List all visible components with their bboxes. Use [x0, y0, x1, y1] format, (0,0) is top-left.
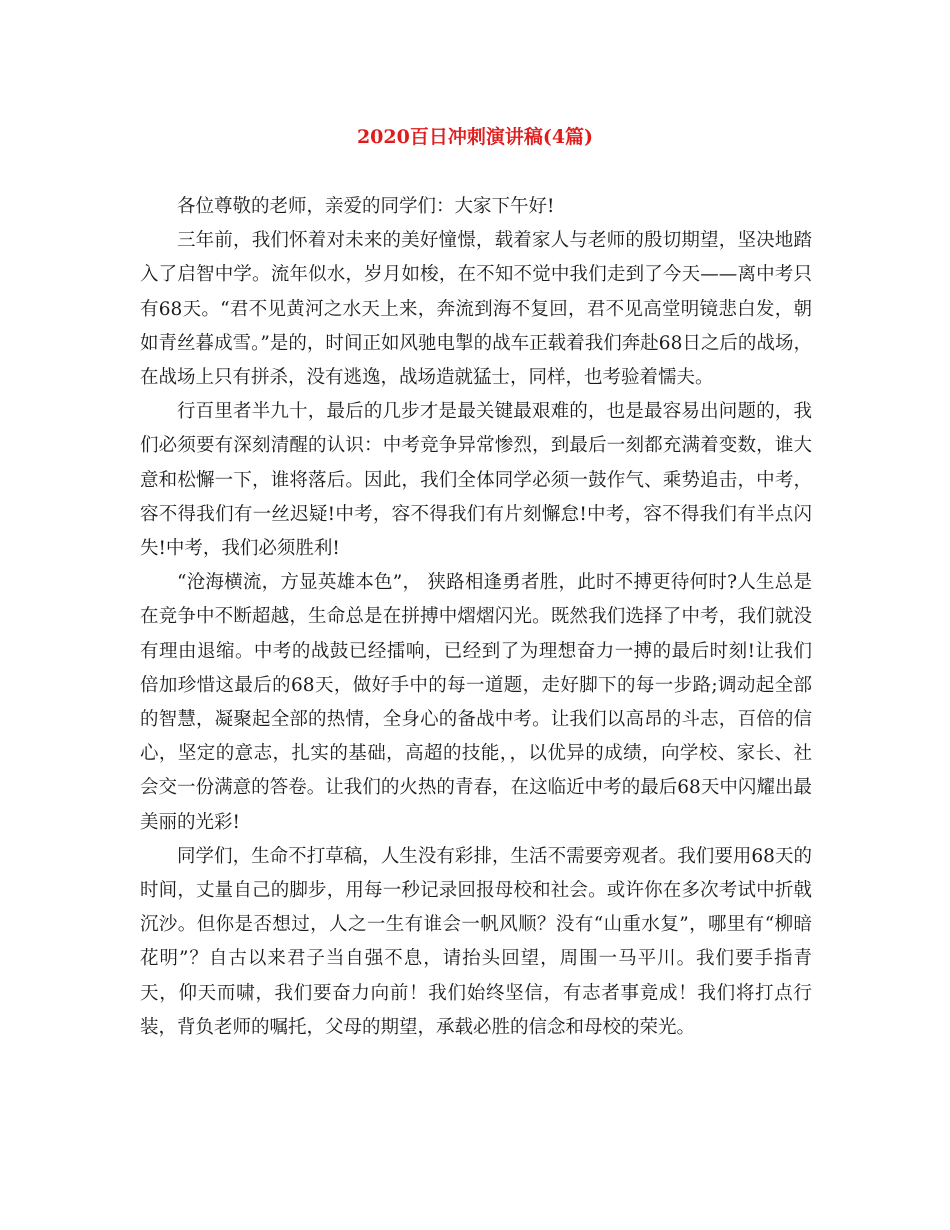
document-body: [140, 190, 812, 1045]
paragraph-classmates: 同学们，生命不打草稿，人生没有彩排，生活不需要旁观者。我们要用68天的时间，丈量自己的脚步，用每一秒记录回报母校和社会。或许你在多次考试中折戟沉沙。但你是否想过，人之一生有谁会一帆风顺？没有“山重水复”，哪里有“柳暗花明”？自古以来君子当自强不息，请抬头回望，周围一马平川。我们要手指青天，仰天而啸，我们要奋力向前！我们始终坚信，有志者事竟成！我们将打点行装，背负老师的嘱托，父母的期望，承载必胜的信念和母校的荣光。: [140, 845, 812, 1038]
paragraph-greeting: 各位尊敬的老师，亲爱的同学们：大家下午好!: [177, 196, 555, 217]
paragraph-three-years-ago: 三年前，我们怀着对未来的美好憧憬，载着家人与老师的殷切期望，坚决地踏入了启智中学。流年似水，岁月如梭，在不知不觉中我们走到了今天——离中考只有68天。“君不见黄河之水天上来，奔流到海不复回，君不见高堂明镜悲白发，朝如青丝暮成雪。”是的，时间正如风驰电掣的战车正载着我们奔赴68日之后的战场，在战场上只有拼杀，没有逃逸，战场造就猛士，同样，也考验着懦夫。: [140, 230, 812, 389]
paragraph-heroes: “沧海横流，方显英雄本色”， 狭路相逢勇者胜，此时不搏更待何时?人生总是在竞争中不断超越，生命总是在拼搏中熠熠闪光。既然我们选择了中考，我们就没有理由退缩。中考的战鼓已经擂响，已经到了为理想奋力一搏的最后时刻!让我们倍加珍惜这最后的68天，做好手中的每一道题，走好脚下的每一步路;调动起全部的智慧，凝聚起全部的热情，全身心的备战中考。让我们以高昂的斗志，百倍的信心，坚定的意志，扎实的基础，高超的技能，，以优异的成绩，向学校、家长、社会交一份满意的答卷。让我们的火热的青春，在这临近中考的最后68天中闪耀出最美丽的光彩!: [140, 572, 812, 833]
document-title: 2020百日冲刺演讲稿(4篇): [356, 126, 594, 148]
paragraph-last-steps: 行百里者半九十，最后的几步才是最关键最艰难的，也是最容易出问题的，我们必须要有深刻清醒的认识：中考竞争异常惨烈，到最后一刻都充满着变数，谁大意和松懈一下，谁将落后。因此，我们全体同学必须一鼓作气、乘势追击，中考，容不得我们有一丝迟疑!中考，容不得我们有片刻懈怠!中考，容不得我们有半点闪失!中考，我们必须胜利!: [140, 401, 812, 560]
